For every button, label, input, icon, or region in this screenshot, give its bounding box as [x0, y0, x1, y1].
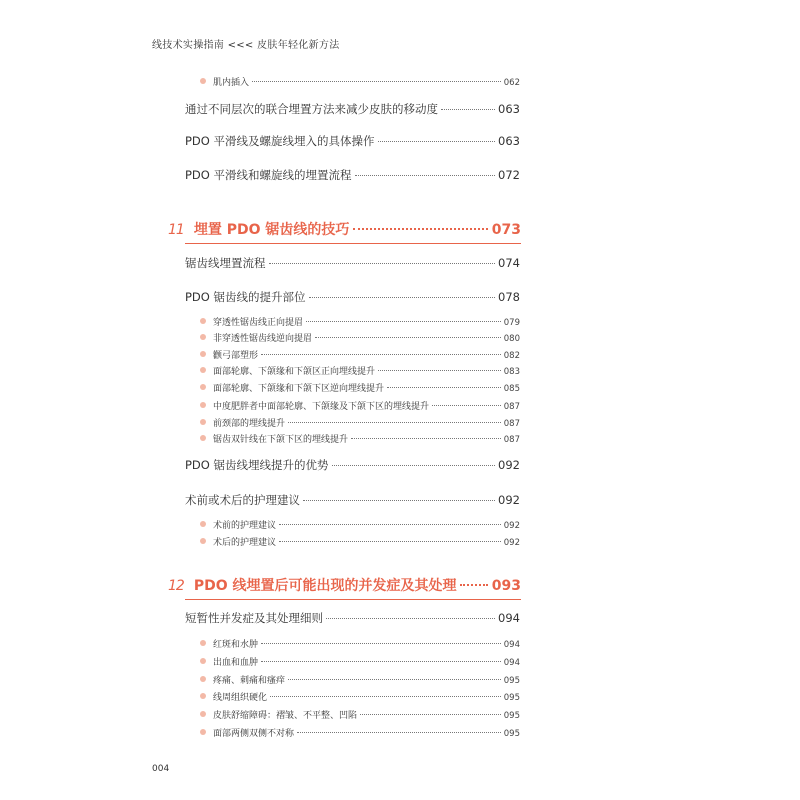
toc-entry-label: 颧弓部塑形	[213, 351, 259, 361]
toc-entry-page: 078	[498, 290, 520, 304]
leader-dots	[326, 618, 495, 619]
toc-entry-page: 087	[503, 419, 520, 429]
toc-entry-page: 087	[503, 435, 520, 445]
chapter-number: 12	[168, 578, 184, 594]
toc-entry[interactable]	[213, 399, 520, 412]
toc-entry[interactable]	[185, 255, 520, 271]
leader-dots	[432, 405, 501, 406]
leader-dots	[303, 500, 495, 501]
toc-entry[interactable]	[213, 535, 520, 548]
toc-entry-label: 锯齿线埋置流程	[185, 256, 266, 270]
toc-entry-page: 085	[503, 384, 520, 394]
toc-entry-label: 术前的护理建议	[213, 521, 277, 531]
toc-entry[interactable]	[213, 331, 520, 344]
toc-entry-page: 092	[503, 538, 520, 548]
toc-entry-label: 穿透性锯齿线正向提眉	[213, 318, 304, 328]
leader-dots	[378, 370, 501, 371]
toc-entry-page: 079	[503, 318, 520, 328]
leader-dots	[252, 81, 501, 82]
toc-entry-label: 疼痛、刺痛和瘙痒	[213, 676, 286, 686]
toc-entry-page: 095	[503, 693, 520, 703]
leader-dots	[306, 321, 501, 322]
toc-entry-page: 092	[498, 458, 520, 472]
toc-entry-label: 红斑和水肿	[213, 640, 259, 650]
toc-entry-label: 面部轮廓、下颌缘和下颌下区逆向埋线提升	[213, 384, 385, 394]
bullet-icon	[200, 367, 206, 373]
toc-entry-page: 094	[503, 658, 520, 668]
bullet-icon	[200, 318, 206, 324]
leader-dots	[315, 337, 501, 338]
leader-dots	[441, 109, 495, 110]
toc-entry[interactable]	[185, 133, 520, 149]
toc-entry-page: 094	[503, 640, 520, 650]
toc-entry-label: PDO 锯齿线的提升部位	[185, 290, 306, 304]
toc-entry[interactable]	[185, 167, 520, 183]
toc-entry-page: 094	[498, 611, 520, 625]
toc-entry[interactable]	[213, 655, 520, 668]
toc-entry[interactable]	[185, 289, 520, 305]
toc-entry[interactable]	[213, 637, 520, 650]
toc-entry[interactable]	[185, 457, 520, 473]
leader-dots	[355, 175, 496, 176]
leader-dots	[269, 263, 496, 264]
toc-entry-label: 非穿透性锯齿线逆向提眉	[213, 334, 313, 344]
leader-dots	[387, 387, 501, 388]
toc-entry[interactable]	[213, 348, 520, 361]
leader-dots	[360, 714, 501, 715]
bullet-icon	[200, 435, 206, 441]
chapter-title: 埋置 PDO 锯齿线的技巧	[193, 222, 350, 238]
toc-entry-page: 092	[498, 493, 520, 507]
leader-dots	[279, 541, 501, 542]
bullet-icon	[200, 384, 206, 390]
toc-entry-label: PDO 锯齿线埋线提升的优势	[185, 458, 329, 472]
toc-entry[interactable]	[213, 364, 520, 377]
chapter-number: 11	[168, 222, 184, 238]
toc-entry[interactable]	[213, 315, 520, 328]
toc-entry-label: 面部两侧双侧不对称	[213, 729, 295, 739]
leader-dots	[270, 696, 501, 697]
toc-entry-label: PDO 平滑线及螺旋线埋入的具体操作	[185, 134, 375, 148]
toc-entry[interactable]	[213, 673, 520, 686]
bullet-icon	[200, 402, 206, 408]
toc-entry-page: 095	[503, 729, 520, 739]
bullet-icon	[200, 658, 206, 664]
toc-entry-page: 083	[503, 367, 520, 377]
chapter-page: 093	[491, 578, 521, 594]
chapter-rule	[185, 243, 521, 244]
toc-entry[interactable]	[213, 75, 520, 88]
toc-entry-label: 锯齿双针线在下颌下区的埋线提升	[213, 435, 349, 445]
toc-entry[interactable]	[213, 432, 520, 445]
toc-entry[interactable]	[213, 726, 520, 739]
leader-dots	[288, 422, 501, 423]
toc-entry-label: 通过不同层次的联合埋置方法来减少皮肤的移动度	[185, 102, 438, 116]
toc-entry[interactable]	[213, 518, 520, 531]
toc-entry-page: 095	[503, 676, 520, 686]
bullet-icon	[200, 351, 206, 357]
chapter-page: 073	[491, 222, 521, 238]
bullet-icon	[200, 521, 206, 527]
bullet-icon	[200, 640, 206, 646]
page-number: 004	[152, 764, 170, 774]
toc-entry-page: 074	[498, 256, 520, 270]
toc-entry-page: 062	[503, 78, 520, 88]
bullet-icon	[200, 711, 206, 717]
chapter-heading[interactable]	[168, 575, 521, 595]
chapter-heading[interactable]	[168, 219, 521, 239]
toc-entry-label: 中度肥胖者中面部轮廓、下颌缘及下颌下区的埋线提升	[213, 402, 430, 412]
toc-entry-page: 095	[503, 711, 520, 721]
toc-entry-label: 前颈部的埋线提升	[213, 419, 286, 429]
bullet-icon	[200, 538, 206, 544]
toc-entry-label: 术前或术后的护理建议	[185, 493, 300, 507]
leader-dots	[332, 465, 496, 466]
toc-entry-label: 肌内插入	[213, 78, 250, 88]
leader-dots	[261, 354, 501, 355]
leader-dots	[351, 438, 501, 439]
toc-entry[interactable]	[185, 101, 520, 117]
toc-entry-label: 皮肤舒缩障碍：褶皱、不平整、凹陷	[213, 711, 358, 721]
toc-entry-page: 080	[503, 334, 520, 344]
bullet-icon	[200, 419, 206, 425]
leader-dots	[297, 732, 501, 733]
bullet-icon	[200, 729, 206, 735]
toc-entry-label: 面部轮廓、下颌缘和下颌区正向埋线提升	[213, 367, 376, 377]
toc-entry-label: 短暂性并发症及其处理细则	[185, 611, 323, 625]
leader-dots	[353, 228, 487, 230]
toc-entry-label: 术后的护理建议	[213, 538, 277, 548]
toc-entry-label: PDO 平滑线和螺旋线的埋置流程	[185, 168, 352, 182]
toc-entry-page: 092	[503, 521, 520, 531]
leader-dots	[288, 679, 501, 680]
leader-dots	[261, 661, 501, 662]
leader-dots	[279, 524, 501, 525]
leader-dots	[309, 297, 496, 298]
toc-entry-page: 087	[503, 402, 520, 412]
bullet-icon	[200, 676, 206, 682]
toc-entry-page: 072	[498, 168, 520, 182]
leader-dots	[261, 643, 501, 644]
toc-entry[interactable]	[213, 708, 520, 721]
bullet-icon	[200, 78, 206, 84]
toc-entry-page: 063	[498, 134, 520, 148]
toc-entry[interactable]	[213, 381, 520, 394]
toc-entry-label: 线周组织硬化	[213, 693, 268, 703]
toc-entry[interactable]	[213, 416, 520, 429]
bullet-icon	[200, 334, 206, 340]
toc-entry-page: 082	[503, 351, 520, 361]
running-header: 线技术实操指南 <<< 皮肤年轻化新方法	[152, 40, 340, 51]
chapter-rule	[185, 599, 521, 600]
chapter-title: PDO 线埋置后可能出现的并发症及其处理	[193, 578, 457, 594]
leader-dots	[378, 141, 496, 142]
toc-entry[interactable]	[185, 492, 520, 508]
toc-entry[interactable]	[185, 610, 520, 626]
bullet-icon	[200, 693, 206, 699]
toc-entry[interactable]	[213, 690, 520, 703]
leader-dots	[460, 584, 487, 586]
toc-entry-page: 063	[498, 102, 520, 116]
toc-entry-label: 出血和血肿	[213, 658, 259, 668]
